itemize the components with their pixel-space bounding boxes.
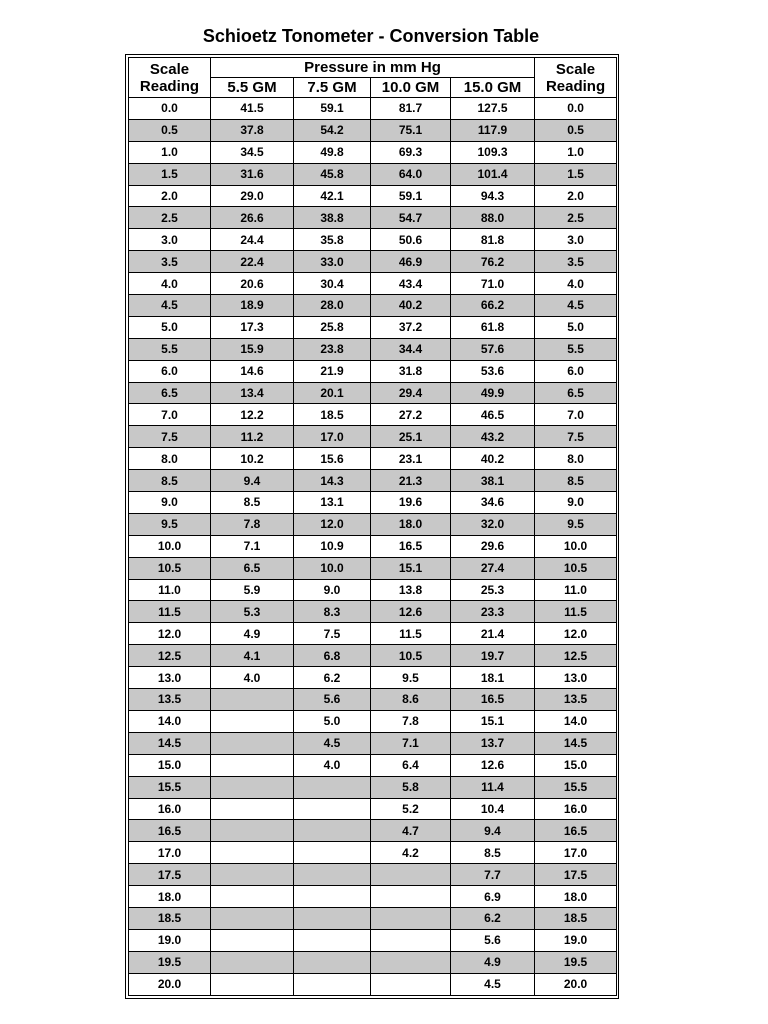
pressure-7-5-cell: 17.0	[294, 426, 371, 448]
table-row	[129, 535, 617, 557]
pressure-10-0-cell: 25.1	[371, 426, 451, 448]
table-row	[129, 842, 617, 864]
pressure-10-0-cell: 29.4	[371, 382, 451, 404]
pressure-10-0-cell	[371, 907, 451, 929]
scale-reading-cell: 0.5	[129, 119, 211, 141]
scale-reading-cell: 9.5	[129, 513, 211, 535]
scale-reading-right-cell: 18.5	[535, 907, 617, 929]
pressure-7-5-cell: 49.8	[294, 141, 371, 163]
pressure-5-5-cell: 11.2	[211, 426, 294, 448]
scale-reading-cell: 11.0	[129, 579, 211, 601]
pressure-7-5-cell: 10.0	[294, 557, 371, 579]
table-row	[129, 973, 617, 995]
pressure-7-5-cell	[294, 929, 371, 951]
scale-reading-cell: 0.0	[129, 98, 211, 120]
pressure-7-5-cell: 6.8	[294, 645, 371, 667]
scale-reading-cell: 8.5	[129, 470, 211, 492]
table-row	[129, 119, 617, 141]
scale-reading-right-cell: 1.0	[535, 141, 617, 163]
pressure-15-0-cell: 4.5	[451, 973, 535, 995]
pressure-15-0-cell: 66.2	[451, 295, 535, 317]
pressure-5-5-cell: 5.3	[211, 601, 294, 623]
scale-reading-cell: 7.5	[129, 426, 211, 448]
scale-reading-right-cell: 15.0	[535, 754, 617, 776]
scale-reading-right-cell: 4.0	[535, 273, 617, 295]
pressure-10-0-cell: 7.1	[371, 732, 451, 754]
pressure-7-5-cell: 5.6	[294, 689, 371, 711]
table-row	[129, 273, 617, 295]
pressure-15-0-cell: 9.4	[451, 820, 535, 842]
pressure-5-5-cell: 14.6	[211, 360, 294, 382]
scale-reading-cell: 13.5	[129, 689, 211, 711]
scale-reading-cell: 1.5	[129, 163, 211, 185]
pressure-5-5-cell: 8.5	[211, 492, 294, 514]
scale-reading-right-cell: 19.0	[535, 929, 617, 951]
scale-reading-cell: 10.0	[129, 535, 211, 557]
weight-header-5-5: 5.5 GM	[211, 78, 294, 98]
pressure-5-5-cell	[211, 798, 294, 820]
pressure-7-5-cell: 14.3	[294, 470, 371, 492]
table-header	[129, 58, 617, 98]
pressure-15-0-cell: 4.9	[451, 951, 535, 973]
pressure-7-5-cell	[294, 842, 371, 864]
pressure-7-5-cell: 28.0	[294, 295, 371, 317]
scale-reading-right-cell: 11.0	[535, 579, 617, 601]
table-row	[129, 98, 617, 120]
pressure-5-5-cell: 13.4	[211, 382, 294, 404]
table-row	[129, 426, 617, 448]
scale-reading-cell: 5.0	[129, 316, 211, 338]
scale-reading-right-cell: 2.0	[535, 185, 617, 207]
pressure-5-5-cell: 4.0	[211, 667, 294, 689]
pressure-10-0-cell: 4.2	[371, 842, 451, 864]
pressure-7-5-cell: 4.5	[294, 732, 371, 754]
pressure-10-0-cell: 7.8	[371, 710, 451, 732]
pressure-10-0-cell	[371, 973, 451, 995]
scale-reading-cell: 10.5	[129, 557, 211, 579]
pressure-5-5-cell: 5.9	[211, 579, 294, 601]
pressure-5-5-cell: 22.4	[211, 251, 294, 273]
scale-reading-right-cell: 16.0	[535, 798, 617, 820]
pressure-7-5-cell	[294, 864, 371, 886]
pressure-15-0-cell: 15.1	[451, 710, 535, 732]
pressure-7-5-cell: 18.5	[294, 404, 371, 426]
scale-reading-right-cell: 8.5	[535, 470, 617, 492]
scale-reading-cell: 15.5	[129, 776, 211, 798]
pressure-7-5-cell: 8.3	[294, 601, 371, 623]
scale-reading-cell: 19.0	[129, 929, 211, 951]
table-row	[129, 251, 617, 273]
pressure-15-0-cell: 61.8	[451, 316, 535, 338]
pressure-15-0-cell: 18.1	[451, 667, 535, 689]
pressure-5-5-cell	[211, 907, 294, 929]
weight-header-7-5: 7.5 GM	[294, 78, 371, 98]
table-row	[129, 229, 617, 251]
pressure-5-5-cell	[211, 689, 294, 711]
table-row	[129, 492, 617, 514]
pressure-10-0-cell: 5.2	[371, 798, 451, 820]
scale-reading-right-cell: 2.5	[535, 207, 617, 229]
scale-reading-right-cell: 17.5	[535, 864, 617, 886]
pressure-7-5-cell: 13.1	[294, 492, 371, 514]
scale-reading-cell: 6.5	[129, 382, 211, 404]
pressure-15-0-cell: 12.6	[451, 754, 535, 776]
scale-reading-right-cell: 7.5	[535, 426, 617, 448]
pressure-7-5-cell: 54.2	[294, 119, 371, 141]
pressure-15-0-cell: 81.8	[451, 229, 535, 251]
pressure-10-0-cell: 40.2	[371, 295, 451, 317]
pressure-5-5-cell	[211, 929, 294, 951]
pressure-5-5-cell	[211, 776, 294, 798]
pressure-15-0-cell: 6.9	[451, 886, 535, 908]
weight-header-15-0: 15.0 GM	[451, 78, 535, 98]
table-row	[129, 798, 617, 820]
scale-reading-right-cell: 14.0	[535, 710, 617, 732]
pressure-7-5-cell: 23.8	[294, 338, 371, 360]
pressure-5-5-cell: 15.9	[211, 338, 294, 360]
pressure-5-5-cell	[211, 754, 294, 776]
pressure-15-0-cell: 43.2	[451, 426, 535, 448]
pressure-15-0-cell: 117.9	[451, 119, 535, 141]
pressure-5-5-cell: 4.9	[211, 623, 294, 645]
pressure-5-5-cell: 17.3	[211, 316, 294, 338]
pressure-5-5-cell: 10.2	[211, 448, 294, 470]
pressure-10-0-cell: 21.3	[371, 470, 451, 492]
pressure-15-0-cell: 23.3	[451, 601, 535, 623]
pressure-5-5-cell: 18.9	[211, 295, 294, 317]
pressure-5-5-cell	[211, 951, 294, 973]
scale-reading-cell: 14.0	[129, 710, 211, 732]
pressure-15-0-cell: 8.5	[451, 842, 535, 864]
scale-reading-right-cell: 5.0	[535, 316, 617, 338]
table-row	[129, 689, 617, 711]
pressure-10-0-cell: 13.8	[371, 579, 451, 601]
pressure-7-5-cell: 25.8	[294, 316, 371, 338]
scale-reading-cell: 19.5	[129, 951, 211, 973]
pressure-7-5-cell	[294, 907, 371, 929]
table-row	[129, 732, 617, 754]
table-row	[129, 907, 617, 929]
pressure-7-5-cell: 33.0	[294, 251, 371, 273]
pressure-5-5-cell: 6.5	[211, 557, 294, 579]
scale-reading-cell: 16.0	[129, 798, 211, 820]
pressure-15-0-cell: 21.4	[451, 623, 535, 645]
table-row	[129, 338, 617, 360]
pressure-15-0-cell: 7.7	[451, 864, 535, 886]
pressure-7-5-cell: 12.0	[294, 513, 371, 535]
pressure-15-0-cell: 53.6	[451, 360, 535, 382]
pressure-10-0-cell: 9.5	[371, 667, 451, 689]
pressure-10-0-cell: 4.7	[371, 820, 451, 842]
pressure-5-5-cell: 4.1	[211, 645, 294, 667]
scale-reading-cell: 18.0	[129, 886, 211, 908]
scale-reading-cell: 11.5	[129, 601, 211, 623]
scale-reading-right-cell: 13.5	[535, 689, 617, 711]
scale-reading-cell: 20.0	[129, 973, 211, 995]
scale-reading-right-cell: 0.5	[535, 119, 617, 141]
pressure-5-5-cell	[211, 864, 294, 886]
pressure-10-0-cell: 12.6	[371, 601, 451, 623]
pressure-5-5-cell	[211, 886, 294, 908]
pressure-15-0-cell: 46.5	[451, 404, 535, 426]
pressure-15-0-cell: 16.5	[451, 689, 535, 711]
pressure-7-5-cell: 21.9	[294, 360, 371, 382]
pressure-10-0-cell: 31.8	[371, 360, 451, 382]
pressure-15-0-cell: 11.4	[451, 776, 535, 798]
table-row	[129, 185, 617, 207]
pressure-5-5-cell: 31.6	[211, 163, 294, 185]
pressure-5-5-cell	[211, 820, 294, 842]
table-row	[129, 645, 617, 667]
scale-reading-right-cell: 3.5	[535, 251, 617, 273]
scale-reading-right-cell: 1.5	[535, 163, 617, 185]
scale-reading-cell: 4.0	[129, 273, 211, 295]
scale-reading-cell: 8.0	[129, 448, 211, 470]
scale-reading-right-cell: 18.0	[535, 886, 617, 908]
scale-reading-right-cell: 0.0	[535, 98, 617, 120]
pressure-10-0-cell: 16.5	[371, 535, 451, 557]
pressure-15-0-cell: 88.0	[451, 207, 535, 229]
pressure-5-5-cell: 29.0	[211, 185, 294, 207]
pressure-5-5-cell: 7.1	[211, 535, 294, 557]
pressure-10-0-cell: 5.8	[371, 776, 451, 798]
scale-reading-right-cell: 6.0	[535, 360, 617, 382]
table-body	[129, 98, 617, 996]
pressure-5-5-cell: 24.4	[211, 229, 294, 251]
pressure-10-0-cell	[371, 886, 451, 908]
pressure-10-0-cell: 11.5	[371, 623, 451, 645]
scale-reading-cell: 9.0	[129, 492, 211, 514]
scale-reading-right-cell: 6.5	[535, 382, 617, 404]
pressure-10-0-cell: 37.2	[371, 316, 451, 338]
scale-reading-right-cell: 19.5	[535, 951, 617, 973]
pressure-7-5-cell: 35.8	[294, 229, 371, 251]
pressure-7-5-cell: 6.2	[294, 667, 371, 689]
pressure-7-5-cell	[294, 973, 371, 995]
scale-reading-right-cell: 16.5	[535, 820, 617, 842]
pressure-15-0-cell: 27.4	[451, 557, 535, 579]
pressure-10-0-cell: 81.7	[371, 98, 451, 120]
scale-reading-right-cell: 10.0	[535, 535, 617, 557]
pressure-15-0-cell: 25.3	[451, 579, 535, 601]
pressure-5-5-cell: 34.5	[211, 141, 294, 163]
pressure-10-0-cell	[371, 951, 451, 973]
table-row	[129, 141, 617, 163]
scale-reading-right-cell: 20.0	[535, 973, 617, 995]
pressure-5-5-cell	[211, 842, 294, 864]
pressure-7-5-cell: 59.1	[294, 98, 371, 120]
scale-reading-cell: 3.0	[129, 229, 211, 251]
scale-reading-right-cell: 5.5	[535, 338, 617, 360]
scale-reading-right-cell: 4.5	[535, 295, 617, 317]
pressure-group-header: Pressure in mm Hg	[211, 58, 535, 78]
scale-reading-cell: 1.0	[129, 141, 211, 163]
scale-reading-right-cell: 9.0	[535, 492, 617, 514]
table-row	[129, 864, 617, 886]
pressure-7-5-cell: 45.8	[294, 163, 371, 185]
pressure-7-5-cell: 4.0	[294, 754, 371, 776]
pressure-5-5-cell: 26.6	[211, 207, 294, 229]
pressure-10-0-cell: 6.4	[371, 754, 451, 776]
pressure-15-0-cell: 76.2	[451, 251, 535, 273]
pressure-10-0-cell: 64.0	[371, 163, 451, 185]
pressure-15-0-cell: 109.3	[451, 141, 535, 163]
table-row	[129, 207, 617, 229]
pressure-10-0-cell	[371, 929, 451, 951]
pressure-5-5-cell: 37.8	[211, 119, 294, 141]
pressure-15-0-cell: 94.3	[451, 185, 535, 207]
scale-reading-cell: 16.5	[129, 820, 211, 842]
pressure-10-0-cell: 27.2	[371, 404, 451, 426]
table-row	[129, 710, 617, 732]
pressure-15-0-cell: 5.6	[451, 929, 535, 951]
table-row	[129, 754, 617, 776]
scale-reading-right-cell: 10.5	[535, 557, 617, 579]
table-row	[129, 404, 617, 426]
pressure-15-0-cell: 71.0	[451, 273, 535, 295]
pressure-15-0-cell: 40.2	[451, 448, 535, 470]
table-row	[129, 513, 617, 535]
pressure-15-0-cell: 127.5	[451, 98, 535, 120]
scale-reading-cell: 15.0	[129, 754, 211, 776]
pressure-15-0-cell: 38.1	[451, 470, 535, 492]
conversion-table	[128, 57, 617, 996]
pressure-5-5-cell	[211, 732, 294, 754]
pressure-15-0-cell: 57.6	[451, 338, 535, 360]
scale-reading-right-cell: 12.5	[535, 645, 617, 667]
pressure-5-5-cell: 12.2	[211, 404, 294, 426]
scale-reading-cell: 5.5	[129, 338, 211, 360]
pressure-7-5-cell: 20.1	[294, 382, 371, 404]
pressure-7-5-cell: 15.6	[294, 448, 371, 470]
scale-reading-cell: 14.5	[129, 732, 211, 754]
scale-reading-cell: 12.5	[129, 645, 211, 667]
pressure-7-5-cell: 10.9	[294, 535, 371, 557]
pressure-10-0-cell: 43.4	[371, 273, 451, 295]
pressure-10-0-cell: 10.5	[371, 645, 451, 667]
pressure-7-5-cell: 30.4	[294, 273, 371, 295]
pressure-7-5-cell	[294, 776, 371, 798]
pressure-15-0-cell: 34.6	[451, 492, 535, 514]
scale-reading-right-cell: 9.5	[535, 513, 617, 535]
table-row	[129, 579, 617, 601]
pressure-15-0-cell: 19.7	[451, 645, 535, 667]
scale-reading-cell: 17.0	[129, 842, 211, 864]
pressure-7-5-cell	[294, 798, 371, 820]
pressure-15-0-cell: 10.4	[451, 798, 535, 820]
table-row	[129, 951, 617, 973]
scale-reading-cell: 3.5	[129, 251, 211, 273]
pressure-7-5-cell	[294, 820, 371, 842]
pressure-15-0-cell: 13.7	[451, 732, 535, 754]
pressure-15-0-cell: 32.0	[451, 513, 535, 535]
table-row	[129, 163, 617, 185]
pressure-5-5-cell: 7.8	[211, 513, 294, 535]
scale-reading-right-cell: 8.0	[535, 448, 617, 470]
scale-reading-cell: 18.5	[129, 907, 211, 929]
pressure-5-5-cell	[211, 973, 294, 995]
scale-reading-cell: 17.5	[129, 864, 211, 886]
table-row	[129, 557, 617, 579]
scale-reading-cell: 6.0	[129, 360, 211, 382]
scale-reading-cell: 7.0	[129, 404, 211, 426]
conversion-table-frame	[125, 54, 619, 999]
pressure-10-0-cell	[371, 864, 451, 886]
pressure-10-0-cell: 23.1	[371, 448, 451, 470]
pressure-7-5-cell: 7.5	[294, 623, 371, 645]
pressure-7-5-cell	[294, 951, 371, 973]
pressure-10-0-cell: 69.3	[371, 141, 451, 163]
pressure-10-0-cell: 50.6	[371, 229, 451, 251]
table-row	[129, 316, 617, 338]
pressure-7-5-cell: 38.8	[294, 207, 371, 229]
pressure-7-5-cell: 42.1	[294, 185, 371, 207]
table-row	[129, 295, 617, 317]
table-row	[129, 382, 617, 404]
scale-reading-cell: 13.0	[129, 667, 211, 689]
table-row	[129, 886, 617, 908]
scale-reading-header-left: Scale Reading	[129, 58, 211, 98]
pressure-10-0-cell: 59.1	[371, 185, 451, 207]
pressure-7-5-cell	[294, 886, 371, 908]
page-title: Schioetz Tonometer - Conversion Table	[202, 26, 540, 46]
scale-reading-right-cell: 14.5	[535, 732, 617, 754]
table-row	[129, 667, 617, 689]
table-row	[129, 623, 617, 645]
scale-reading-right-cell: 3.0	[535, 229, 617, 251]
scale-reading-right-cell: 7.0	[535, 404, 617, 426]
table-row	[129, 929, 617, 951]
pressure-15-0-cell: 49.9	[451, 382, 535, 404]
pressure-10-0-cell: 18.0	[371, 513, 451, 535]
scale-reading-header-right: Scale Reading	[535, 58, 617, 98]
pressure-10-0-cell: 8.6	[371, 689, 451, 711]
table-row	[129, 360, 617, 382]
scale-reading-right-cell: 17.0	[535, 842, 617, 864]
table-row	[129, 448, 617, 470]
pressure-15-0-cell: 29.6	[451, 535, 535, 557]
scale-reading-right-cell: 13.0	[535, 667, 617, 689]
pressure-5-5-cell: 41.5	[211, 98, 294, 120]
pressure-15-0-cell: 101.4	[451, 163, 535, 185]
pressure-10-0-cell: 75.1	[371, 119, 451, 141]
scale-reading-cell: 2.0	[129, 185, 211, 207]
pressure-10-0-cell: 15.1	[371, 557, 451, 579]
pressure-10-0-cell: 54.7	[371, 207, 451, 229]
scale-reading-right-cell: 12.0	[535, 623, 617, 645]
table-row	[129, 601, 617, 623]
pressure-10-0-cell: 34.4	[371, 338, 451, 360]
scale-reading-cell: 12.0	[129, 623, 211, 645]
table-row	[129, 820, 617, 842]
scale-reading-cell: 2.5	[129, 207, 211, 229]
pressure-5-5-cell	[211, 710, 294, 732]
pressure-15-0-cell: 6.2	[451, 907, 535, 929]
pressure-5-5-cell: 9.4	[211, 470, 294, 492]
table-row	[129, 776, 617, 798]
pressure-10-0-cell: 19.6	[371, 492, 451, 514]
scale-reading-right-cell: 11.5	[535, 601, 617, 623]
table-row	[129, 470, 617, 492]
pressure-10-0-cell: 46.9	[371, 251, 451, 273]
pressure-7-5-cell: 9.0	[294, 579, 371, 601]
scale-reading-right-cell: 15.5	[535, 776, 617, 798]
scale-reading-cell: 4.5	[129, 295, 211, 317]
pressure-5-5-cell: 20.6	[211, 273, 294, 295]
pressure-7-5-cell: 5.0	[294, 710, 371, 732]
weight-header-10-0: 10.0 GM	[371, 78, 451, 98]
